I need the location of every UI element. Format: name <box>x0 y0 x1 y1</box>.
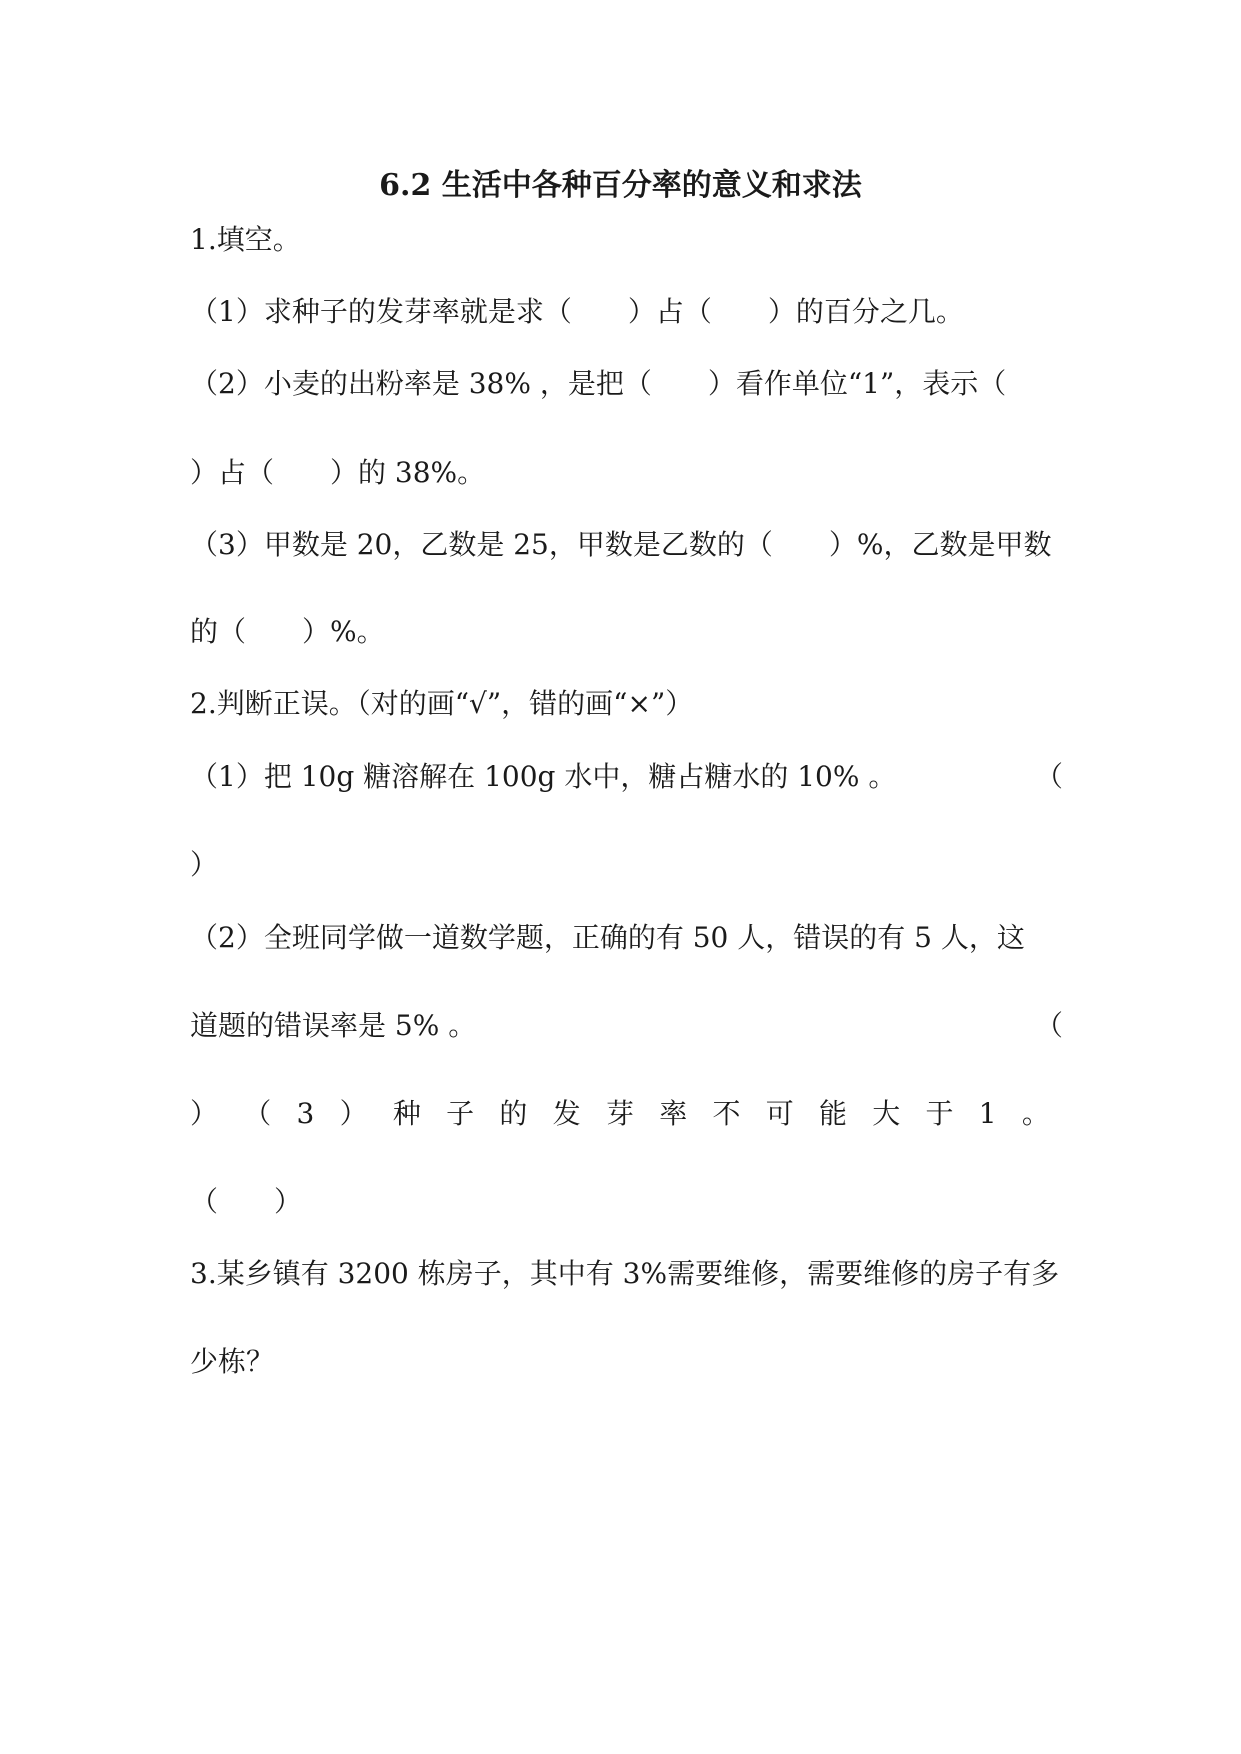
section-1-question-2-line-1: （2）小麦的出粉率是 38% ，是把（ ）看作单位“1”，表示（ <box>190 367 1007 400</box>
q3-char: 不 <box>712 1097 741 1130</box>
section-1-question-3-line-2: 的（ ）%。 <box>190 615 385 648</box>
page-title: 6.2 生活中各种百分率的意义和求法 <box>379 168 862 203</box>
q3-char: 发 <box>552 1097 581 1130</box>
q3-char: ） <box>190 1097 219 1130</box>
q3-char: 子 <box>446 1097 475 1130</box>
section-1-heading: 1.填空。 <box>190 223 301 256</box>
section-2-question-3-line-1 <box>190 1096 1050 1132</box>
section-2-question-2-line-2: 道题的错误率是 5% 。 <box>190 1009 477 1042</box>
q3-char: 大 <box>872 1097 901 1130</box>
q3-char: 能 <box>819 1097 848 1130</box>
section-2-question-3-line-2: （ ） <box>190 1185 303 1218</box>
section-3-line-2: 少栋？ <box>190 1345 275 1378</box>
section-2-question-2-line-1: （2）全班同学做一道数学题，正确的有 50 人，错误的有 5 人，这 <box>190 921 1025 954</box>
section-2-heading: 2.判断正误。（对的画“√”，错的画“×”） <box>190 687 694 720</box>
q3-char: 可 <box>765 1097 794 1130</box>
section-2-question-1-open-paren: （ <box>1035 760 1064 793</box>
q3-char: 于 <box>925 1097 954 1130</box>
q3-char: ） <box>339 1097 368 1130</box>
q3-char: 种 <box>392 1097 421 1130</box>
q3-char: 。 <box>1021 1097 1050 1130</box>
q3-char: 的 <box>499 1097 528 1130</box>
section-1-question-1: （1）求种子的发芽率就是求（ ）占（ ）的百分之几。 <box>190 295 964 328</box>
section-1-question-3-line-1: （3）甲数是 20，乙数是 25，甲数是乙数的（ ）%，乙数是甲数 <box>190 528 1052 561</box>
q3-char: 芽 <box>605 1097 634 1130</box>
section-2-question-2-open-paren: （ <box>1035 1009 1064 1042</box>
q3-char: （ <box>243 1097 272 1130</box>
section-2-question-1-close-paren: ） <box>190 848 219 881</box>
section-1-question-2-line-2: ）占（ ）的 38%。 <box>190 456 486 489</box>
section-3-line-1: 3.某乡镇有 3200 栋房子，其中有 3%需要维修，需要维修的房子有多 <box>190 1257 1060 1290</box>
section-2-question-1-line-1: （1）把 10g 糖溶解在 100g 水中，糖占糖水的 10% 。 <box>190 760 897 793</box>
q3-char: 1 <box>978 1097 997 1130</box>
q3-char: 率 <box>659 1097 688 1130</box>
q3-char: 3 <box>296 1097 315 1130</box>
